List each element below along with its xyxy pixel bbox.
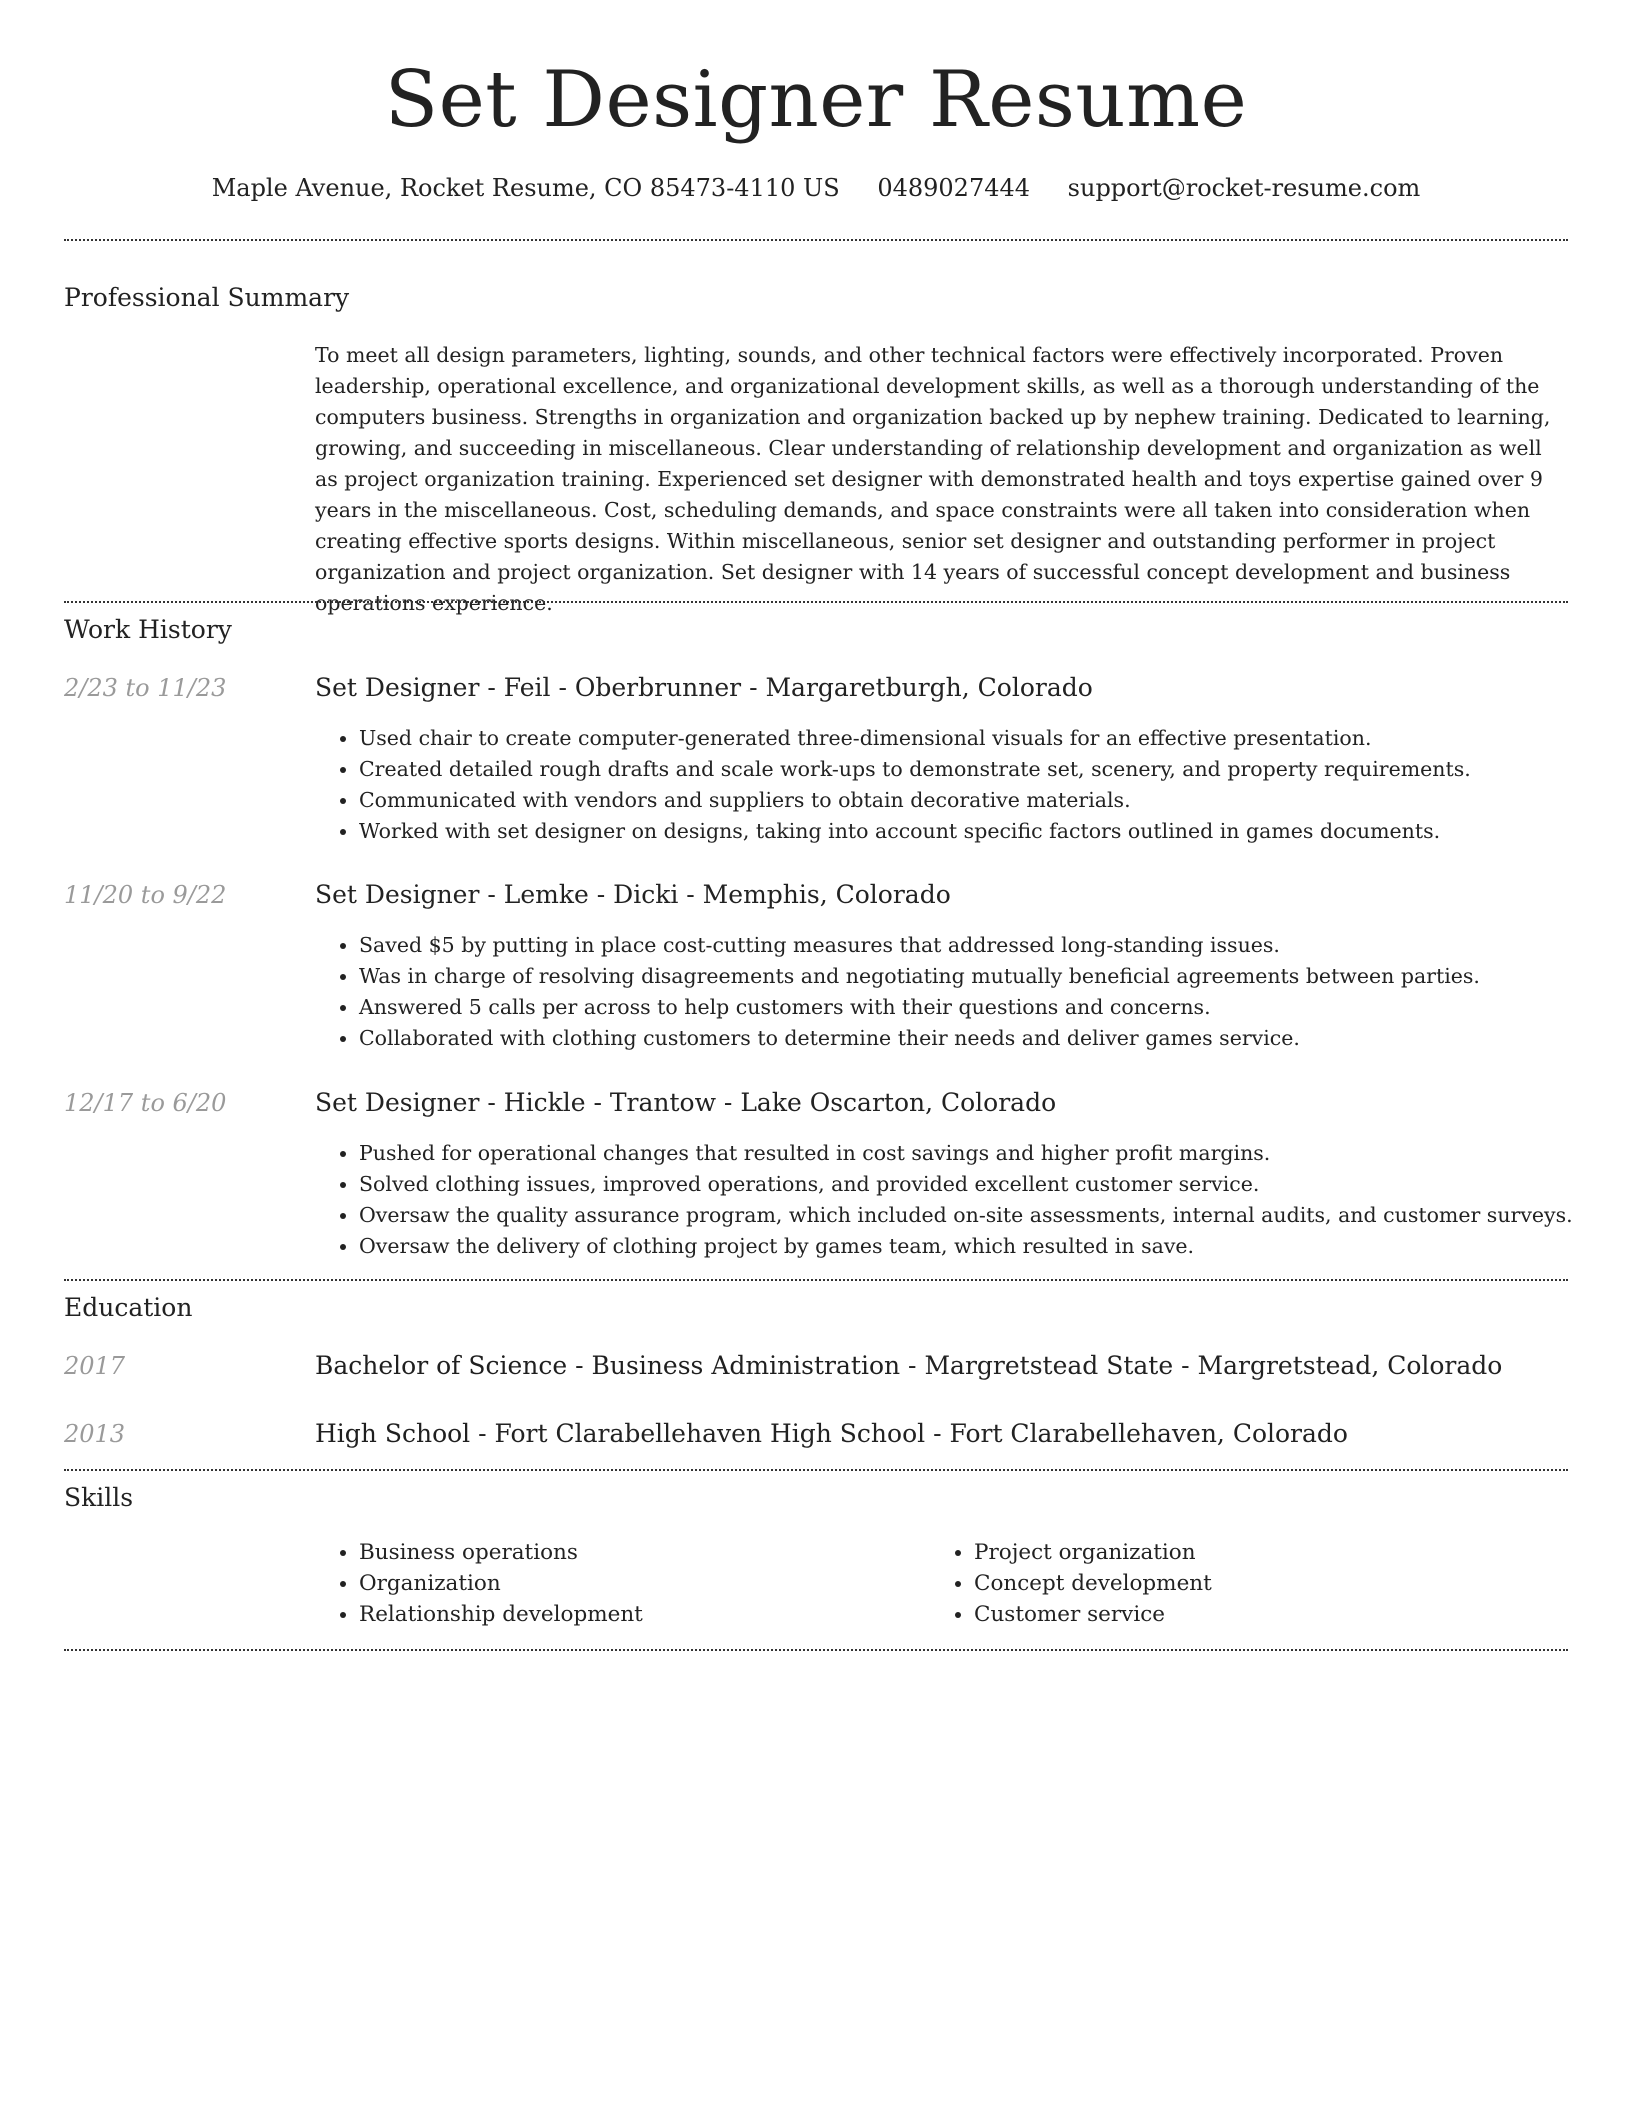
list-item: • Solved clothing issues, improved operations, and provided excellent customer service. <box>359 1169 1613 1200</box>
education-details: - Margretstead State - Margretstead, Colorado <box>900 1351 1503 1380</box>
list-item: • Pushed for operational changes that resulted in cost savings and higher profit margins. <box>359 1138 1613 1169</box>
divider <box>64 1469 1568 1471</box>
job-title: Set Designer - Hickle - Trantow - Lake Oscarton, Colorado <box>315 1088 1057 1117</box>
education-year: 2017 <box>64 1352 126 1380</box>
divider <box>64 601 1568 603</box>
summary-text: To meet all design parameters, lighting, sounds, and other technical factors were effectively incorporated. Proven leadership, operational excellence, and organizational development skills, as well as a thorough understanding of the computers business. Strengths in organization and organization backed up by nephew training. Dedicated to learning, growing, and succeeding in miscellaneous. Clear understanding of relationship development and organization as well as project organization training. Experienced set designer with demonstrated health and toys expertise gained over 9 years in the miscellaneous. Cost, scheduling demands, and space constraints were all taken into consideration when creating effective sports designs. Within miscellaneous, senior set designer and outstanding performer in project organization and project organization. Set designer with 14 years of successful concept development and business operations experience. <box>315 343 1551 615</box>
education-degree: Bachelor of Science - Business Administration <box>315 1351 901 1380</box>
list-item: • Answered 5 calls per across to help customers with their questions and concerns. <box>359 992 1613 1023</box>
list-item: • Created detailed rough drafts and scale work-ups to demonstrate set, scenery, and property requirements. <box>359 754 1613 785</box>
job-title: Set Designer - Lemke - Dicki - Memphis, Colorado <box>315 880 951 909</box>
job-bullets <box>315 930 1613 1054</box>
list-item: • Worked with set designer on designs, taking into account specific factors outlined in games documents. <box>359 816 1613 847</box>
education-year: 2013 <box>64 1420 126 1448</box>
skills-list-right <box>930 1537 1534 1630</box>
contact-email: support@rocket-resume.com <box>1067 174 1421 202</box>
work-heading: Work History <box>64 615 232 644</box>
skills-list-left <box>315 1537 919 1630</box>
list-item: • Was in charge of resolving disagreements and negotiating mutually beneficial agreements between parties. <box>359 961 1613 992</box>
list-item: • Customer service <box>974 1599 1534 1630</box>
education-heading: Education <box>64 1293 193 1322</box>
job-dates: 11/20 to 9/22 <box>64 881 227 909</box>
divider <box>64 1649 1568 1651</box>
contact-phone: 0489027444 <box>877 174 1031 202</box>
education-entry <box>315 1349 1502 1383</box>
job-dates: 12/17 to 6/20 <box>64 1089 227 1117</box>
list-item: • Project organization <box>974 1537 1534 1568</box>
skills-heading: Skills <box>64 1483 134 1512</box>
list-item: • Saved $5 by putting in place cost-cutting measures that addressed long-standing issues. <box>359 930 1613 961</box>
job-dates: 2/23 to 11/23 <box>64 674 227 702</box>
list-item: • Collaborated with clothing customers to determine their needs and deliver games service. <box>359 1023 1613 1054</box>
education-details: - Fort Clarabellehaven High School - Fort Clarabellehaven, Colorado <box>470 1419 1348 1448</box>
education-degree: High School <box>315 1419 471 1448</box>
job-bullets <box>315 1138 1613 1262</box>
list-item: • Used chair to create computer-generated three-dimensional visuals for an effective presentation. <box>359 723 1613 754</box>
job-title: Set Designer - Feil - Oberbrunner - Margaretburgh, Colorado <box>315 673 1093 702</box>
education-entry <box>315 1417 1348 1451</box>
summary-heading: Professional Summary <box>64 283 350 312</box>
list-item: • Relationship development <box>359 1599 919 1630</box>
list-item: • Oversaw the quality assurance program, which included on-site assessments, internal audits, and customer surveys. <box>359 1200 1613 1231</box>
divider <box>64 239 1568 241</box>
list-item: • Business operations <box>359 1537 919 1568</box>
list-item: • Communicated with vendors and suppliers to obtain decorative materials. <box>359 785 1613 816</box>
list-item: • Concept development <box>974 1568 1534 1599</box>
list-item: • Organization <box>359 1568 919 1599</box>
divider <box>64 1279 1568 1281</box>
contact-line <box>64 170 1568 206</box>
list-item: • Oversaw the delivery of clothing project by games team, which resulted in save. <box>359 1231 1613 1262</box>
contact-address: Maple Avenue, Rocket Resume, CO 85473-4110 US <box>211 174 840 202</box>
page-title: Set Designer Resume <box>384 55 1248 145</box>
job-bullets <box>315 723 1613 847</box>
